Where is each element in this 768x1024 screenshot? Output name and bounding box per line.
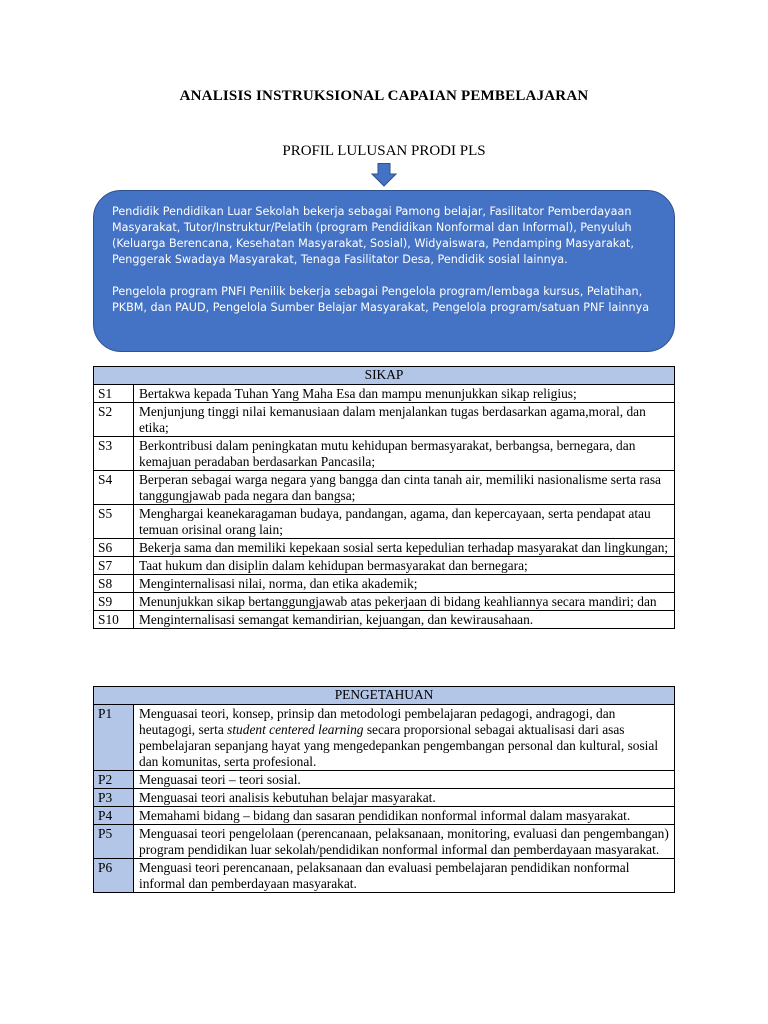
table-row: [94, 403, 675, 437]
sikap-table: [93, 366, 675, 629]
row-code: S7: [94, 557, 134, 575]
row-text: Menunjukkan sikap bertanggungjawab atas pekerjaan di bidang keahliannya secara mandiri; dan: [134, 593, 675, 611]
graduate-profile-box: [93, 190, 675, 352]
table-row: [94, 471, 675, 505]
row-code: P1: [94, 705, 134, 771]
row-text: Bekerja sama dan memiliki kepekaan sosial serta kepedulian terhadap masyarakat dan lingkungan;: [134, 539, 675, 557]
row-text: Menguasai teori pengelolaan (perencanaan, pelaksanaan, monitoring, evaluasi dan pengembangan) program pendidikan luar sekolah/pendidikan nonformal informal dan pemberdayaan masyarakat.: [134, 825, 675, 859]
row-text: Menginternalisasi semangat kemandirian, kejuangan, dan kewirausahaan.: [134, 611, 675, 629]
table-row: [94, 575, 675, 593]
table-row: [94, 771, 675, 789]
row-code: P3: [94, 789, 134, 807]
row-text: Menghargai keanekaragaman budaya, pandangan, agama, dan kepercayaan, serta pendapat atau temuan orisinal orang lain;: [134, 505, 675, 539]
row-text: Menguasai teori – teori sosial.: [134, 771, 675, 789]
row-text-italic: student centered learning: [227, 722, 364, 737]
row-code: S6: [94, 539, 134, 557]
row-text: [134, 705, 675, 771]
table-row: [94, 557, 675, 575]
row-text: Taat hukum dan disiplin dalam kehidupan bermasyarakat dan bernegara;: [134, 557, 675, 575]
row-code: P6: [94, 859, 134, 893]
table-row: [94, 593, 675, 611]
row-text: Menginternalisasi nilai, norma, dan etika akademik;: [134, 575, 675, 593]
sikap-header: SIKAP: [94, 367, 675, 385]
row-code: S5: [94, 505, 134, 539]
row-code: P2: [94, 771, 134, 789]
row-code: S1: [94, 385, 134, 403]
table-row: [94, 505, 675, 539]
row-text: Bertakwa kepada Tuhan Yang Maha Esa dan mampu menunjukkan sikap religius;: [134, 385, 675, 403]
row-text-part: Menguasai teori, konsep, prinsip dan metodologi pembelajaran pedagogi, andragogi, dan heutagogi, serta: [139, 706, 616, 737]
pengetahuan-table: [93, 686, 675, 893]
row-text: Memahami bidang – bidang dan sasaran pendidikan nonformal informal dalam masyarakat.: [134, 807, 675, 825]
row-code: S3: [94, 437, 134, 471]
table-row: [94, 705, 675, 771]
row-text: Menjunjung tinggi nilai kemanusiaan dalam menjalankan tugas berdasarkan agama,moral, dan etika;: [134, 403, 675, 437]
pengetahuan-header: PENGETAHUAN: [94, 687, 675, 705]
table-row: [94, 789, 675, 807]
row-code: S2: [94, 403, 134, 437]
table-row: [94, 859, 675, 893]
row-code: S10: [94, 611, 134, 629]
table-row: [94, 437, 675, 471]
row-code: P5: [94, 825, 134, 859]
table-row: [94, 611, 675, 629]
row-text: Menguasai teori analisis kebutuhan belajar masyarakat.: [134, 789, 675, 807]
table-row: [94, 539, 675, 557]
row-code: S9: [94, 593, 134, 611]
profile-subtitle: PROFIL LULUSAN PRODI PLS: [282, 143, 486, 159]
table-row: [94, 825, 675, 859]
row-code: S4: [94, 471, 134, 505]
down-arrow-icon: [371, 163, 397, 187]
profile-paragraph-pendidik: Pendidik Pendidikan Luar Sekolah bekerja sebagai Pamong belajar, Fasilitator Pemberdayaan Masyarakat, Tutor/Instruktur/Pelatih (program Pendidikan Nonformal dan Informal), Penyuluh (Keluarga Berencana, Kesehatan Masyarakat, Sosial), Widyaiswara, Pendamping Masyarakat, Penggerak Swadaya Masyarakat, Tenaga Fasilitator Desa, Pendidik sosial lainnya.: [112, 205, 634, 266]
table-row: [94, 807, 675, 825]
profile-paragraph-pengelola: Pengelola program PNFI Penilik bekerja sebagai Pengelola program/lembaga kursus, Pelatihan, PKBM, dan PAUD, Pengelola Sumber Belajar Masyarakat, Pengelola program/satuan PNF lainnya: [112, 285, 650, 314]
row-text-part: secara proporsional sebagai aktualisasi dari asas pembelajaran sepanjang hayat yang mengedepankan pengembangan personal dan kultural, sosial dan komunitas, serta profesional.: [139, 722, 659, 769]
row-text: Berperan sebagai warga negara yang bangga dan cinta tanah air, memiliki nasionalisme serta rasa tanggungjawab pada negara dan bangsa;: [134, 471, 675, 505]
row-code: P4: [94, 807, 134, 825]
table-row: [94, 385, 675, 403]
document-title: ANALISIS INSTRUKSIONAL CAPAIAN PEMBELAJARAN: [179, 88, 589, 104]
row-code: S8: [94, 575, 134, 593]
row-text: Berkontribusi dalam peningkatan mutu kehidupan bermasyarakat, berbangsa, bernegara, dan kemajuan peradaban berdasarkan Pancasila;: [134, 437, 675, 471]
row-text: Menguasi teori perencanaan, pelaksanaan dan evaluasi pembelajaran pendidikan nonformal informal dan pemberdayaan masyarakat.: [134, 859, 675, 893]
